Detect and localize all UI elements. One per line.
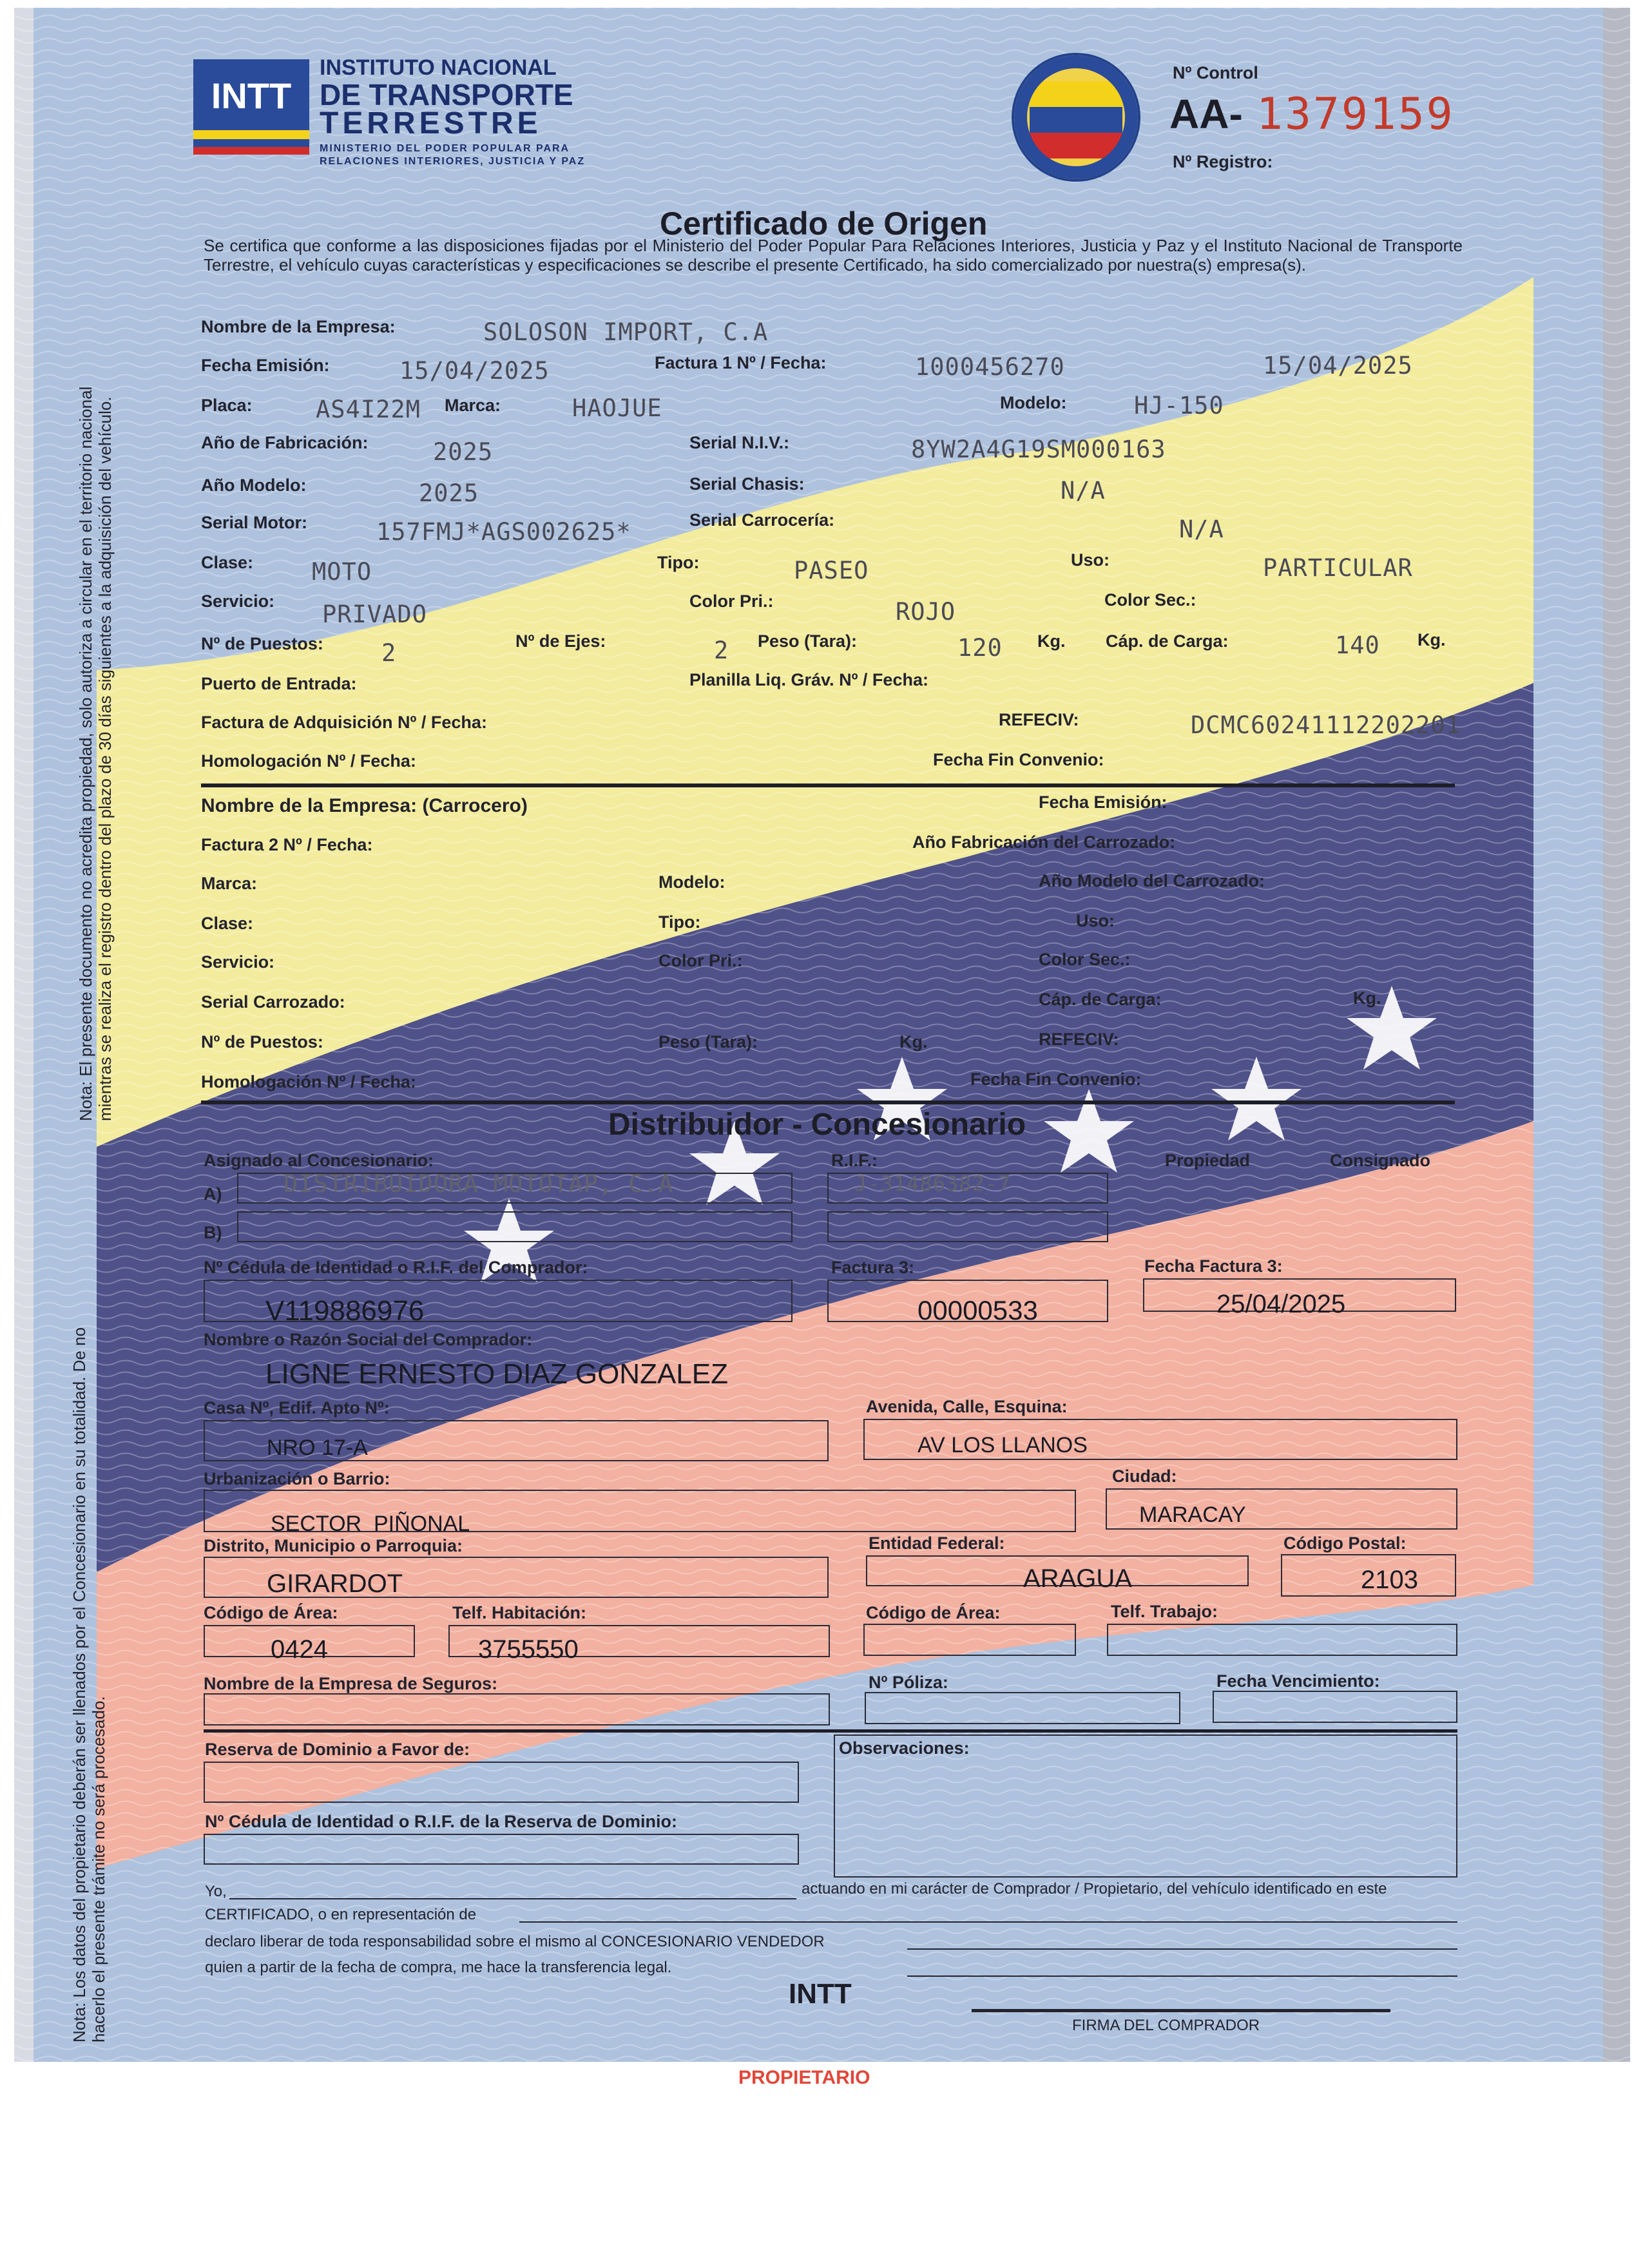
intt-logo [193,59,309,156]
label-serial-motor: Serial Motor: [201,513,308,532]
telf-hab-label: Telf. Habitación: [452,1603,587,1622]
carrocero-tipo: Tipo: [658,912,701,932]
observaciones-label: Observaciones: [839,1738,970,1758]
reserva-field[interactable] [204,1762,799,1803]
cedula-reserva-field[interactable] [204,1834,799,1865]
carrocero-anio-fab: Año Fabricación del Carrozado: [912,832,1176,852]
ciudad-label: Ciudad: [1112,1466,1177,1486]
label-modelo: Modelo: [1000,393,1067,412]
institute-name-line3: TERRESTRE [320,106,542,140]
label-anio-modelo: Año Modelo: [201,476,307,495]
label-ejes: Nº de Ejes: [515,631,606,651]
value-empresa: SOLOSON IMPORT, C.A [483,318,769,346]
control-number: 1379159 [1256,89,1455,140]
distrito-label: Distrito, Municipio o Parroquia: [204,1536,463,1555]
area-label: Código de Área: [204,1603,338,1622]
factura3-label: Factura 3: [831,1258,915,1277]
label-serial-chasis: Serial Chasis: [689,474,805,494]
casa-value: NRO 17-A [267,1436,368,1460]
footer-propietario: PROPIETARIO [738,2067,870,2088]
section-divider-1 [201,783,1455,787]
label-anio-fab: Año de Fabricación: [201,433,369,452]
distrito-value: GIRARDOT [267,1570,403,1598]
area2-label: Código de Área: [866,1603,1001,1622]
nombre-comprador-value: LIGNE ERNESTO DIAZ GONZALEZ [265,1358,728,1390]
label-peso-kg: Kg. [1037,631,1066,651]
value-factura1-num: 1000456270 [915,353,1065,381]
document-title: Certificado de Origen [660,206,988,242]
carrocero-serial: Serial Carrozado: [201,992,345,1012]
institute-name-line1: INSTITUTO NACIONAL [320,55,557,80]
section-divider-2 [201,1100,1455,1104]
value-serial-chasis: N/A [1061,477,1106,505]
carrocero-servicio: Servicio: [201,952,275,972]
label-cap-carga: Cáp. de Carga: [1106,631,1229,651]
value-ejes: 2 [714,637,729,664]
value-fecha-emision: 15/04/2025 [399,357,550,385]
entidad-value: ARAGUA [1023,1564,1132,1593]
telf-trab-label: Telf. Trabajo: [1111,1602,1218,1621]
value-placa: AS4I22M [316,396,421,423]
value-modelo: HJ-150 [1134,392,1224,419]
carrocero-clase: Clase: [201,914,254,933]
declaration-line4: quien a partir de la fecha de compra, me hace la transferencia legal. [205,1959,672,1976]
carrocero-refeciv: REFECIV: [1039,1030,1119,1049]
ministry-seal [1012,53,1140,182]
seguros-label: Nombre de la Empresa de Seguros: [204,1674,498,1693]
label-serial-niv: Serial N.I.V.: [689,433,790,452]
control-label: Nº Control [1173,63,1258,82]
casa-label: Casa Nº, Edif. Apto Nº: [204,1398,390,1418]
reserva-label: Reserva de Dominio a Favor de: [205,1740,470,1759]
poliza-label: Nº Póliza: [869,1673,948,1692]
carrocero-peso-kg: Kg. [899,1032,928,1052]
intro-text: Se certifica que conforme a las disposiciones fijadas por el Ministerio del Poder Popular Para Relaciones Interiores, Justicia y Paz y el Instituto Nacional de Transporte Terrestre, el vehículo cuyas características y especificaciones se describe el presente Certificado, ha sido comercializado por nuestra(s) empresa(s). [204,236,1463,274]
avenida-value: AV LOS LLANOS [918,1433,1088,1457]
ciudad-value: MARACAY [1139,1503,1246,1527]
value-serial-motor: 157FMJ*AGS002625* [376,518,631,546]
value-peso: 120 [957,634,1003,662]
urbanizacion-value: SECTOR PIÑONAL [271,1512,470,1536]
value-serial-niv: 8YW2A4G19SM000163 [911,436,1166,463]
value-refeciv: DCMC60241112202201 [1191,711,1461,739]
declaration-line3: declaro liberar de toda responsabilidad sobre el mismo al CONCESIONARIO VENDEDOR [205,1933,825,1950]
intt-stamp: INTT [789,1978,852,2010]
telf-hab-value: 3755550 [478,1635,579,1664]
label-color-sec: Color Sec.: [1104,590,1196,610]
value-uso: PARTICULAR [1263,554,1413,582]
label-placa: Placa: [201,396,253,415]
label-cap-carga-kg: Kg. [1417,630,1446,649]
carrocero-uso: Uso: [1076,911,1115,930]
vencimiento-label: Fecha Vencimiento: [1216,1671,1380,1691]
declaration-line1: actuando en mi carácter de Comprador / Propietario, del vehículo identificado en este [802,1880,1387,1898]
factura3-value: 00000533 [918,1295,1038,1325]
value-factura1-fecha: 15/04/2025 [1263,352,1413,380]
carrocero-cap-carga: Cáp. de Carga: [1039,990,1162,1009]
label-clase: Clase: [201,553,254,572]
value-cap-carga: 140 [1335,631,1380,659]
label-fecha-emision: Fecha Emisión: [201,356,330,375]
label-servicio: Servicio: [201,591,275,611]
row-a-label: A) [204,1184,222,1204]
carrocero-homologacion: Homologación Nº / Fecha: [201,1072,416,1091]
area2-field[interactable] [863,1624,1076,1656]
concesionario-b-field[interactable] [237,1211,793,1242]
vencimiento-field[interactable] [1213,1691,1457,1723]
avenida-label: Avenida, Calle, Esquina: [866,1397,1068,1416]
registro-label: Nº Registro: [1173,152,1273,171]
label-serial-carroceria: Serial Carrocería: [689,510,835,530]
carrocero-cap-kg: Kg. [1353,988,1381,1008]
telf-trab-field[interactable] [1107,1624,1457,1656]
label-factura1: Factura 1 Nº / Fecha: [655,353,827,372]
carrocero-empresa-label: Nombre de la Empresa: (Carrocero) [201,795,528,816]
carrocero-color-sec: Color Sec.: [1039,950,1131,969]
control-prefix: AA- [1169,91,1243,137]
declaration-name-line[interactable] [229,1898,796,1899]
propiedad-label: Propiedad [1165,1151,1251,1170]
label-puestos: Nº de Puestos: [201,634,323,653]
area-value: 0424 [271,1635,328,1664]
entidad-label: Entidad Federal: [869,1533,1005,1553]
fecha-factura3-value: 25/04/2025 [1216,1290,1346,1318]
label-uso: Uso: [1071,550,1110,570]
value-color-pri: ROJO [896,598,956,626]
label-color-pri: Color Pri.: [689,591,774,611]
carrocero-factura2: Factura 2 Nº / Fecha: [201,835,373,854]
consignado-label: Consignado [1330,1151,1430,1170]
ministry-line2: RELACIONES INTERIORES, JUSTICIA Y PAZ [320,156,586,167]
side-note-bottom: Nota: Los datos del propietario deberán ser llenados por el Concesionario en su totalidad. De no hacerlo el presente trámite no será procesado. [70,1327,108,2042]
value-puestos: 2 [381,639,397,667]
rif-label: R.I.F.: [831,1151,878,1170]
carrocero-peso: Peso (Tara): [658,1032,758,1052]
rif-b-field[interactable] [827,1211,1108,1242]
declaration-yo: Yo, [205,1883,227,1900]
carrocero-marca: Marca: [201,874,258,893]
asignado-label: Asignado al Concesionario: [204,1151,434,1170]
distribuidor-title: Distribuidor - Concesionario [608,1108,1026,1142]
postal-label: Código Postal: [1283,1533,1407,1553]
poliza-field[interactable] [865,1692,1180,1724]
label-peso: Peso (Tara): [758,631,858,651]
carrocero-modelo: Modelo: [658,872,725,892]
label-puerto: Puerto de Entrada: [201,674,357,693]
carrocero-color-pri: Color Pri.: [658,951,743,970]
side-note-top: Nota: El presente documento no acredita propiedad, solo autoriza a circular en el territorio nacional mientras se realiza el registro dentro del plazo de 30 días siguientes a la adquisición del vehículo. [76,386,115,1121]
cedula-reserva-label: Nº Cédula de Identidad o R.I.F. de la Reserva de Dominio: [205,1812,677,1831]
label-homologacion: Homologación Nº / Fecha: [201,751,416,771]
seguros-field[interactable] [204,1693,830,1725]
rif-a-value: J-31486382-7 [854,1171,1012,1196]
declaration-line4-rule [907,1975,1457,1977]
label-tipo: Tipo: [657,553,700,572]
carrocero-anio-modelo: Año Modelo del Carrozado: [1039,871,1265,890]
ministry-line1: MINISTERIO DEL PODER POPULAR PARA [320,143,570,154]
declaration-line2: CERTIFICADO, o en representación de [205,1906,477,1923]
label-marca: Marca: [445,396,501,415]
nombre-comprador-label: Nombre o Razón Social del Comprador: [204,1330,533,1349]
postal-value: 2103 [1361,1566,1418,1594]
carrocero-fecha-fin: Fecha Fin Convenio: [970,1070,1142,1089]
declaration-representation-line[interactable] [519,1921,1457,1923]
value-serial-carroceria: N/A [1179,515,1224,543]
label-fecha-fin: Fecha Fin Convenio: [933,750,1104,769]
institute-name-line2: DE TRANSPORTE [320,78,573,111]
label-factura-adq: Factura de Adquisición Nº / Fecha: [201,713,487,732]
value-marca: HAOJUE [572,394,662,422]
signature-line[interactable] [972,2009,1390,2012]
row-b-label: B) [204,1223,222,1242]
firma-label: FIRMA DEL COMPRADOR [1072,2017,1260,2034]
value-anio-fab: 2025 [433,438,494,466]
label-planilla: Planilla Liq. Gráv. Nº / Fecha: [689,670,928,689]
section-divider-3 [204,1729,1457,1733]
fecha-factura3-label: Fecha Factura 3: [1144,1256,1283,1276]
label-refeciv: REFECIV: [999,710,1079,729]
cedula-label: Nº Cédula de Identidad o R.I.F. del Comprador: [204,1258,588,1277]
urbanizacion-label: Urbanización o Barrio: [204,1469,390,1488]
declaration-line3-rule [907,1948,1457,1950]
concesionario-a-value: DISTRIBUIDORA MOTOTAP, C.A [283,1170,674,1198]
logo-abbr: INTT [211,75,292,116]
carrocero-fecha-emision: Fecha Emisión: [1039,793,1167,812]
value-clase: MOTO [312,558,372,586]
value-tipo: PASEO [794,557,869,584]
cedula-value: V119886976 [265,1295,425,1327]
value-anio-modelo: 2025 [419,479,479,507]
value-servicio: PRIVADO [322,601,427,628]
carrocero-puestos: Nº de Puestos: [201,1032,323,1052]
label-empresa: Nombre de la Empresa: [201,317,396,336]
